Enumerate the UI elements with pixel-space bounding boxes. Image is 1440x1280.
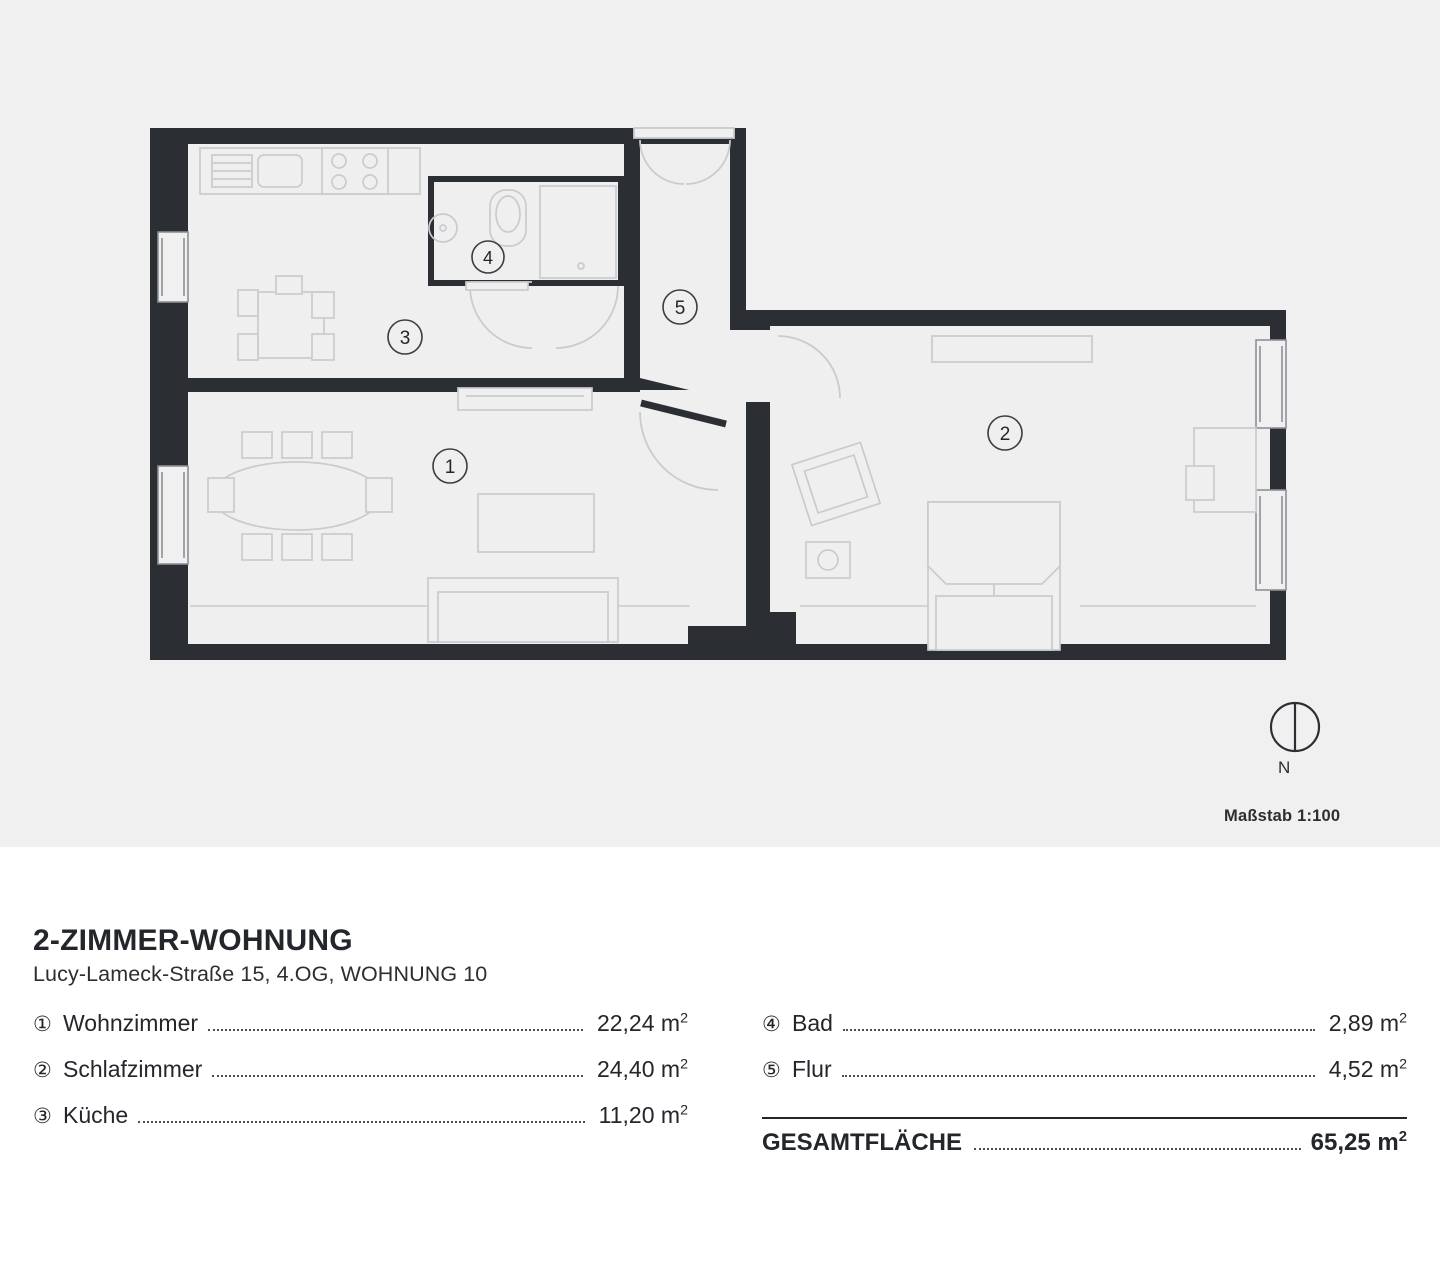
scale-label: Maßstab 1:100 [1224, 807, 1341, 825]
list-item [33, 1056, 688, 1102]
room-area-value: 11,20 [598, 1102, 655, 1128]
list-item [33, 1102, 688, 1148]
svg-text:5: 5 [674, 298, 686, 319]
compass-north-label: N [1278, 758, 1291, 777]
room-marker-label: ① [33, 1013, 52, 1036]
total-area-value: 65,25 $m^2$ [1310, 1129, 1407, 1156]
leader-dots [842, 1075, 1315, 1077]
leader-dots [843, 1029, 1315, 1031]
room-area: 2,89 $m^2$ [1328, 1010, 1407, 1036]
total-area-number: 65,25 [1310, 1129, 1371, 1156]
total-divider [762, 1117, 1407, 1119]
total-area-label: GESAMTFLÄCHE [762, 1129, 962, 1156]
room-name: Schlafzimmer [63, 1056, 203, 1082]
room-area: 4,52 $m^2$ [1328, 1056, 1407, 1082]
room-marker-label: ③ [33, 1105, 52, 1128]
room-area: 11,20 $m^2$ [598, 1102, 688, 1128]
room-area-value: 24,40 [596, 1056, 655, 1082]
room-marker-label: ② [33, 1059, 52, 1082]
leader-dots [208, 1029, 583, 1031]
total-area-row [762, 1129, 1407, 1158]
page-subtitle: Lucy-Lameck-Straße 15, 4.OG, WOHNUNG 10 [33, 962, 488, 986]
legend-panel [0, 847, 1440, 1280]
walls-layer [150, 128, 1286, 660]
room-area-value: 2,89 [1328, 1010, 1374, 1036]
compass-icon [1271, 703, 1319, 752]
svg-text:2: 2 [999, 424, 1011, 445]
leader-dots [138, 1121, 584, 1123]
svg-text:3: 3 [399, 328, 411, 349]
svg-text:4: 4 [482, 248, 494, 268]
room-name: Wohnzimmer [63, 1010, 199, 1036]
svg-text:1: 1 [444, 457, 456, 478]
room-marker-3 [388, 320, 422, 354]
room-area-value: 4,52 [1328, 1056, 1374, 1082]
legend-column-left [33, 1010, 688, 1148]
room-area: 22,24 $m^2$ [596, 1010, 688, 1036]
room-marker-5 [663, 290, 697, 324]
page-title: 2-ZIMMER-WOHNUNG [33, 924, 353, 957]
room-area: 24,40 $m^2$ [596, 1056, 688, 1082]
room-name: Bad [792, 1010, 833, 1036]
leader-dots [974, 1148, 1301, 1150]
room-marker-2 [988, 416, 1022, 450]
room-area-value: 22,24 [596, 1010, 655, 1036]
list-item [762, 1010, 1407, 1056]
room-marker-1 [433, 449, 467, 483]
room-marker-4 [472, 241, 504, 273]
legend-column-right [762, 1010, 1407, 1102]
room-name: Flur [792, 1056, 832, 1082]
leader-dots [212, 1075, 583, 1077]
room-name: Küche [63, 1102, 129, 1128]
room-marker-label: ⑤ [762, 1059, 781, 1082]
list-item [33, 1010, 688, 1056]
list-item [762, 1056, 1407, 1102]
room-marker-label: ④ [762, 1013, 781, 1036]
